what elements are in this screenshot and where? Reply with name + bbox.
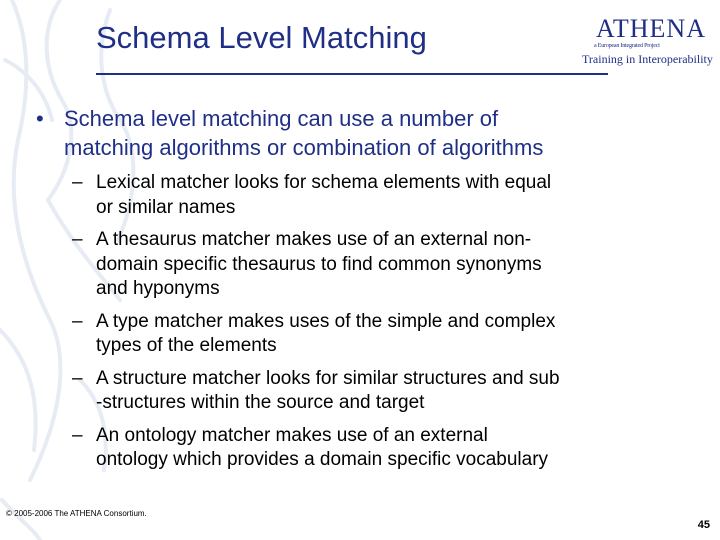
list-item-line: types of the elements	[96, 335, 277, 356]
page-title: Schema Level Matching	[96, 20, 427, 55]
list-item-line: ontology which provides a domain specific vocabulary	[96, 449, 549, 470]
main-bullet-line: matching algorithms or combination of algorithms	[64, 135, 544, 160]
dash-marker: –	[72, 310, 83, 332]
main-bullet-line: Schema level matching can use a number of	[64, 106, 499, 131]
dash-marker: –	[72, 229, 83, 250]
list-item-line: A type matcher makes uses of the simple and complex	[96, 310, 556, 332]
logo-name: ATHENA	[596, 14, 706, 43]
list-item	[72, 228, 692, 302]
list-item	[72, 310, 692, 359]
list-item-line: domain specific thesaurus to find common synonyms	[96, 253, 542, 275]
list-item	[72, 424, 692, 473]
main-bullet	[36, 104, 686, 162]
list-item-line: -structures within the source and target	[96, 392, 425, 413]
sub-bullet-list	[72, 171, 692, 481]
main-bullet-text	[64, 104, 686, 162]
bullet-marker: •	[36, 106, 44, 131]
list-item	[72, 367, 692, 416]
list-item-line: A thesaurus matcher makes use of an external non-	[96, 229, 532, 250]
dash-marker: –	[72, 367, 83, 389]
athena-logo	[578, 14, 714, 68]
list-item	[72, 171, 692, 220]
page-number: 45	[697, 519, 710, 531]
dash-marker: –	[72, 172, 83, 193]
list-item-line: An ontology matcher makes use of an external	[96, 424, 488, 446]
logo-tagline: Training in Interoperability	[582, 52, 713, 66]
copyright-footer: © 2005-2006 The ATHENA Consortium.	[6, 509, 147, 518]
list-item-line: or similar names	[96, 196, 236, 218]
dash-marker: –	[72, 424, 83, 446]
list-item-line: Lexical matcher looks for schema elements with equal	[96, 172, 552, 193]
title-divider	[96, 73, 608, 75]
logo-subtitle: a European Integrated Project	[594, 43, 660, 49]
list-item-line: A structure matcher looks for similar structures and sub	[96, 367, 560, 389]
list-item-line: and hyponyms	[96, 278, 220, 299]
